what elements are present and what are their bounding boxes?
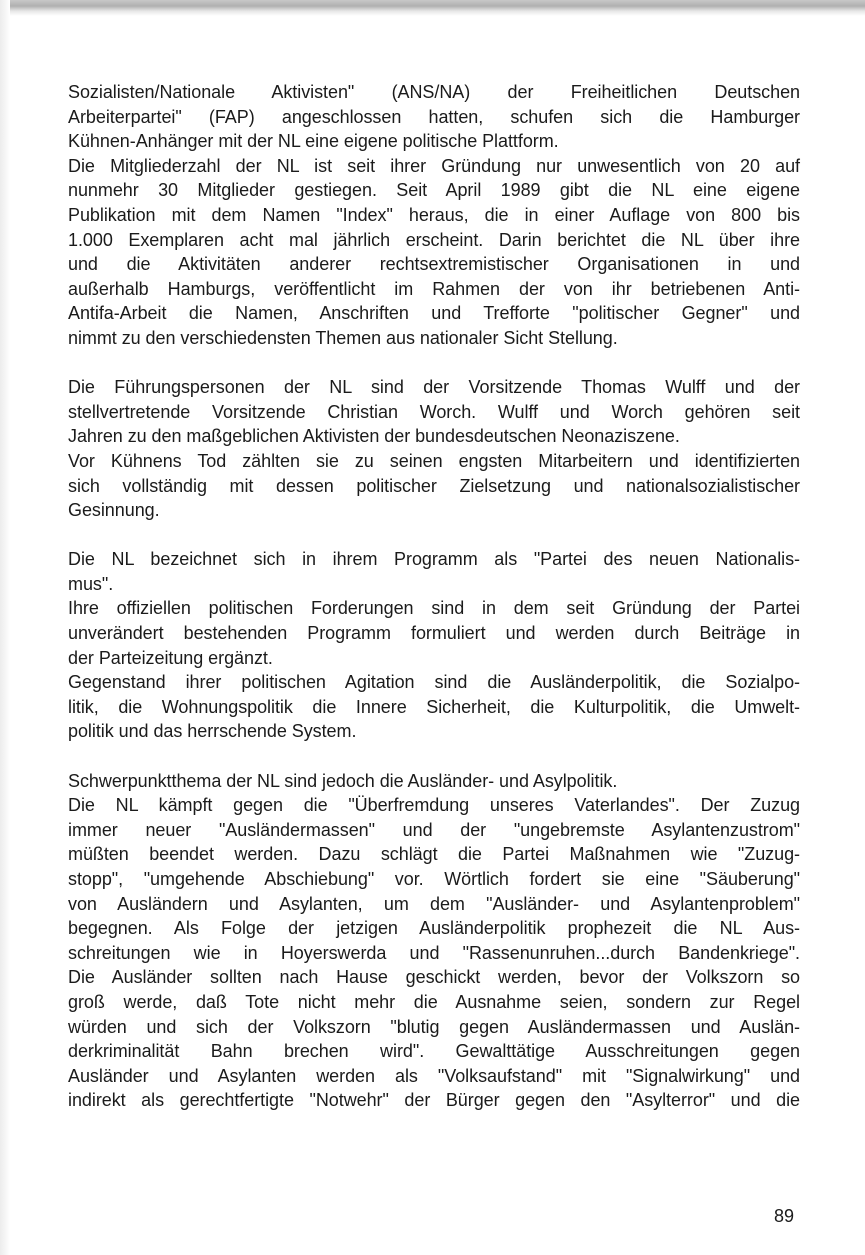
text-line: Die Ausländer sollten nach Hause geschickt werden, bevor der Volkszorn so	[68, 967, 800, 988]
text-line: Arbeiterpartei" (FAP) angeschlossen hatten, schufen sich die Hamburger	[68, 106, 800, 127]
text-line: Die Führungspersonen der NL sind der Vorsitzende Thomas Wulff und der	[68, 377, 800, 398]
text-line: Vor Kühnens Tod zählten sie zu seinen engsten Mitarbeitern und identifizierten	[68, 450, 800, 471]
text-line: Sozialisten/Nationale Aktivisten" (ANS/NA) der Freiheitlichen Deutschen	[68, 82, 800, 102]
paragraph	[68, 375, 800, 523]
text-line: groß werde, daß Tote nicht mehr die Ausnahme seien, sondern zur Regel	[68, 991, 800, 1012]
text-line: von Ausländern und Asylanten, um dem "Ausländer- und Asylantenproblem"	[68, 893, 800, 914]
scan-edge-top	[0, 0, 865, 16]
text-line: Schwerpunktthema der NL sind jedoch die Ausländer- und Asylpolitik.	[68, 770, 618, 791]
text-line: nimmt zu den verschiedensten Themen aus nationaler Sicht Stellung.	[68, 327, 618, 348]
text-line: indirekt als gerechtfertigte "Notwehr" der Bürger gegen den "Asylterror" und die	[68, 1090, 800, 1111]
text-line: stopp", "umgehende Abschiebung" vor. Wörtlich fordert sie eine "Säuberung"	[68, 869, 800, 889]
text-line: Publikation mit dem Namen "Index" heraus, die in einer Auflage von 800 bis	[68, 204, 800, 225]
text-line: Antifa-Arbeit die Namen, Anschriften und Trefforte "politischer Gegner" und	[68, 303, 800, 324]
paragraph	[68, 547, 800, 744]
text-line: Jahren zu den maßgeblichen Aktivisten der bundesdeutschen Neonaziszene.	[68, 426, 680, 447]
text-line: Gesinnung.	[68, 500, 160, 521]
text-line: außerhalb Hamburgs, veröffentlicht im Rahmen der von ihr betriebenen Anti-	[68, 278, 800, 299]
text-line: nunmehr 30 Mitglieder gestiegen. Seit April 1989 gibt die NL eine eigene	[68, 180, 800, 201]
paragraph	[68, 769, 800, 1113]
text-line: begegnen. Als Folge der jetzigen Ausländerpolitik prophezeit die NL Aus-	[68, 918, 800, 939]
text-line: litik, die Wohnungspolitik die Innere Sicherheit, die Kulturpolitik, die Umwelt-	[68, 696, 800, 717]
text-line: Die NL bezeichnet sich in ihrem Programm als "Partei des neuen Nationalis-	[68, 549, 800, 570]
text-line: müßten beendet werden. Dazu schlägt die Partei Maßnahmen wie "Zuzug-	[68, 844, 800, 865]
text-line: schreitungen wie in Hoyerswerda und "Rassenunruhen...durch Bandenkriege".	[68, 942, 800, 963]
text-line: immer neuer "Ausländermassen" und der "ungebremste Asylantenzustrom"	[68, 819, 800, 840]
text-line: mus".	[68, 573, 114, 594]
text-line: unverändert bestehenden Programm formuliert und werden durch Beiträge in	[68, 623, 800, 644]
text-line: sich vollständig mit dessen politischer Zielsetzung und nationalsozialistischer	[68, 475, 800, 496]
text-line: Die NL kämpft gegen die "Überfremdung unseres Vaterlandes". Der Zuzug	[68, 795, 800, 816]
page-number: 89	[774, 1206, 795, 1226]
document-page	[68, 80, 800, 1113]
text-line: stellvertretende Vorsitzende Christian Worch. Wulff und Worch gehören seit	[68, 401, 800, 422]
text-line: politik und das herrschende System.	[68, 721, 357, 742]
text-line: Kühnen-Anhänger mit der NL eine eigene politische Plattform.	[68, 131, 559, 152]
text-line: Gegenstand ihrer politischen Agitation sind die Ausländerpolitik, die Sozialpo-	[68, 672, 800, 693]
text-line: Die Mitgliederzahl der NL ist seit ihrer Gründung nur unwesentlich von 20 auf	[68, 155, 800, 176]
text-line: derkriminalität Bahn brechen wird". Gewalttätige Ausschreitungen gegen	[68, 1041, 800, 1062]
text-line: Ausländer und Asylanten werden als "Volksaufstand" mit "Signalwirkung" und	[68, 1065, 800, 1086]
text-line: und die Aktivitäten anderer rechtsextremistischer Organisationen in und	[68, 254, 800, 275]
text-line: Ihre offiziellen politischen Forderungen sind in dem seit Gründung der Partei	[68, 598, 800, 619]
scan-edge-left	[0, 0, 10, 1255]
text-line: der Parteizeitung ergänzt.	[68, 647, 273, 668]
text-line: 1.000 Exemplaren acht mal jährlich erscheint. Darin berichtet die NL über ihre	[68, 229, 800, 250]
paragraph	[68, 80, 800, 351]
text-line: würden und sich der Volkszorn "blutig gegen Ausländermassen und Auslän-	[68, 1016, 800, 1037]
